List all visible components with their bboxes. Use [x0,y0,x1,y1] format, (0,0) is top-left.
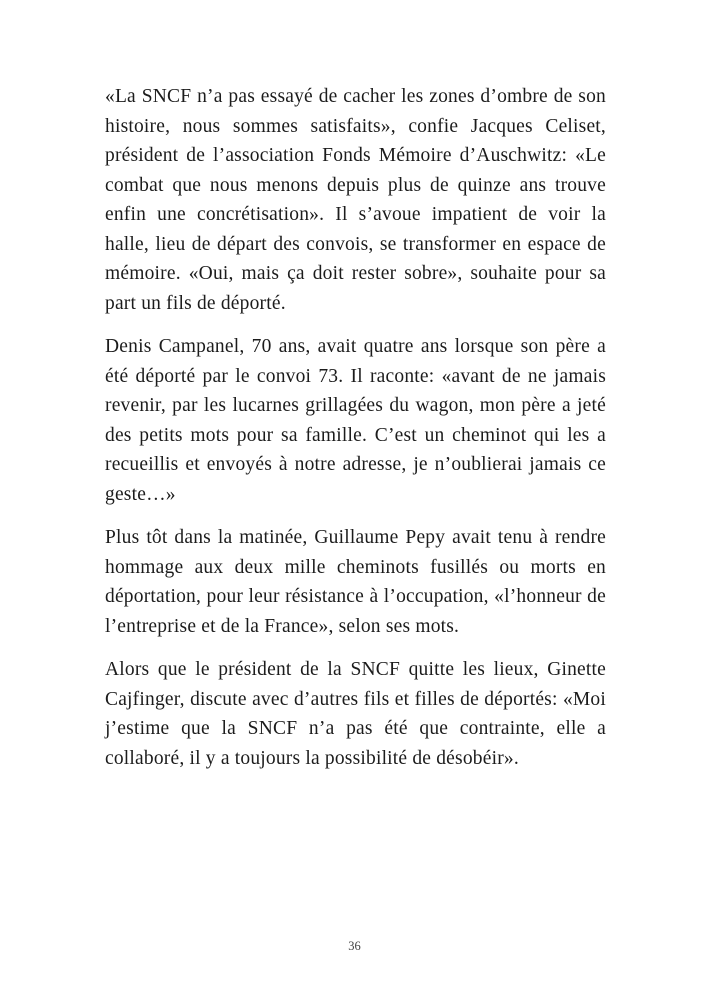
paragraph: «La SNCF n’a pas essayé de cacher les zones d’ombre de son histoire, nous sommes satisfaits», confie Jacques Celiset, président de l’association Fonds Mémoire d’Auschwitz: «Le combat que nous menons depuis plus de quinze ans trouve enfin une concrétisation». Il s’avoue impatient de voir la halle, lieu de départ des convois, se transformer en espace de mémoire. «Oui, mais ça doit rester sobre», souhaite pour sa part un fils de déporté. [105,86,606,314]
paragraph: Denis Campanel, 70 ans, avait quatre ans lorsque son père a été déporté par le convoi 73. Il raconte: «avant de ne jamais revenir, par les lucarnes grillagées du wagon, mon père a jeté des petits mots pour sa famille. C’est un cheminot qui les a recueillis et envoyés à notre adresse, je n’oublierai jamais ce geste…» [105,336,606,505]
article-text [105,82,606,787]
page-number: 36 [348,939,361,953]
paragraph: Alors que le président de la SNCF quitte les lieux, Ginette Cajfinger, discute avec d’autres fils et filles de déportés: «Moi j’estime que la SNCF n’a pas été que contrainte, elle a collaboré, il y a toujours la possibilité de désobéir». [105,659,606,769]
paragraph: Plus tôt dans la matinée, Guillaume Pepy avait tenu à rendre hommage aux deux mille cheminots fusillés ou morts en déportation, pour leur résistance à l’occupation, «l’honneur de l’entreprise et de la France», selon ses mots. [105,527,606,637]
